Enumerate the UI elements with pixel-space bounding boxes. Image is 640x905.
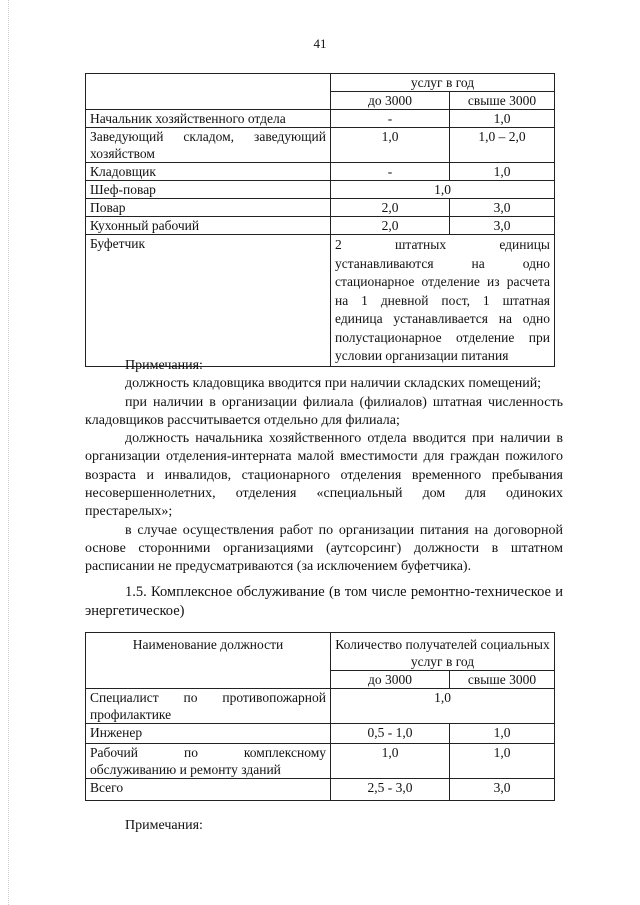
- header-col-a: до 3000: [331, 671, 450, 689]
- note-paragraph: должность кладовщика вводится при наличии складских помещений;: [125, 376, 542, 392]
- section-heading: 1.5. Комплексное обслуживание (в том числе ремонтно-техническое и энергетическое): [85, 584, 563, 619]
- note-paragraph: в случае осуществления работ по организации питания на договорной основе сторонними организациями (аутсорсинг) должности в штатном расписании не предусматриваются (за исключением буфетчика).: [85, 522, 563, 575]
- row-value-b: 3,0: [450, 217, 555, 235]
- row-value-b: 1,0: [450, 744, 555, 779]
- row-value-b: 1,0: [450, 163, 555, 181]
- table-row: [86, 110, 555, 128]
- row-name: Повар: [86, 199, 331, 217]
- row-name: Инженер: [86, 724, 331, 744]
- row-name: Кладовщик: [86, 163, 331, 181]
- notes-title: Примечания:: [125, 358, 203, 373]
- row-name: Всего: [86, 779, 331, 801]
- table-row: [86, 689, 555, 724]
- row-value-merged: 1,0: [331, 181, 555, 199]
- header-col-b: свыше 3000: [450, 92, 555, 110]
- row-value-a: 2,5 - 3,0: [331, 779, 450, 801]
- table-row: [86, 235, 555, 367]
- row-name: Шеф-повар: [86, 181, 331, 199]
- row-value-b: 1,0 – 2,0: [450, 128, 555, 163]
- row-value-b: 3,0: [450, 779, 555, 801]
- row-name: Начальник хозяйственного отдела: [86, 110, 331, 128]
- header-name: Наименование должности: [86, 633, 331, 689]
- row-value-a: 2,0: [331, 199, 450, 217]
- staffing-table-food: [85, 73, 555, 367]
- notes-title-2: Примечания:: [125, 818, 203, 833]
- table-row: [86, 163, 555, 181]
- row-value-a: 2,0: [331, 217, 450, 235]
- row-value-merged: 1,0: [331, 689, 555, 724]
- table-row: [86, 181, 555, 199]
- staffing-table-maintenance: [85, 632, 555, 801]
- table-row: [86, 744, 555, 779]
- header-group: услуг в год: [331, 74, 555, 92]
- row-value-b: 1,0: [450, 110, 555, 128]
- note-paragraph: должность начальника хозяйственного отдела вводится при наличии в организации отделения-интерната малой вместимости для граждан пожилого возраста и инвалидов, стационарного отделения временного пребывания несовершеннолетних, отделения «специальный дом для одиноких престарелых»;: [85, 431, 563, 520]
- row-name: Рабочий по комплексному обслуживанию и ремонту зданий: [86, 744, 331, 779]
- row-value-merged: 2 штатных единицы устанавливаются на одно стационарное отделение из расчета на 1 дневной пост, 1 штатная единица устанавливается на одно полустационарное отделение при условии организации питания: [331, 235, 555, 367]
- table-row: [86, 128, 555, 163]
- table-row: [86, 779, 555, 801]
- header-col-b: свыше 3000: [450, 671, 555, 689]
- notes-block-1: [85, 357, 563, 577]
- header-empty-cell: [86, 74, 331, 110]
- table-row: [86, 199, 555, 217]
- row-name: Заведующий складом, заведующий хозяйством: [86, 128, 331, 163]
- row-name: Кухонный рабочий: [86, 217, 331, 235]
- header-group: Количество получателей социальных услуг в год: [331, 633, 555, 671]
- table-row: [86, 217, 555, 235]
- row-value-a: -: [331, 110, 450, 128]
- row-value-a: 1,0: [331, 128, 450, 163]
- scan-margin-line: [8, 0, 10, 905]
- row-value-a: -: [331, 163, 450, 181]
- row-value-a: 0,5 - 1,0: [331, 724, 450, 744]
- row-name: Буфетчик: [86, 235, 331, 367]
- row-value-b: 1,0: [450, 724, 555, 744]
- note-paragraph: при наличии в организации филиала (филиалов) штатная численность кладовщиков рассчитывается отдельно для филиала;: [85, 394, 563, 428]
- table-row: [86, 724, 555, 744]
- row-value-a: 1,0: [331, 744, 450, 779]
- row-name: Специалист по противопожарной профилактике: [86, 689, 331, 724]
- row-value-b: 3,0: [450, 199, 555, 217]
- header-col-a: до 3000: [331, 92, 450, 110]
- page-number: 41: [313, 36, 327, 51]
